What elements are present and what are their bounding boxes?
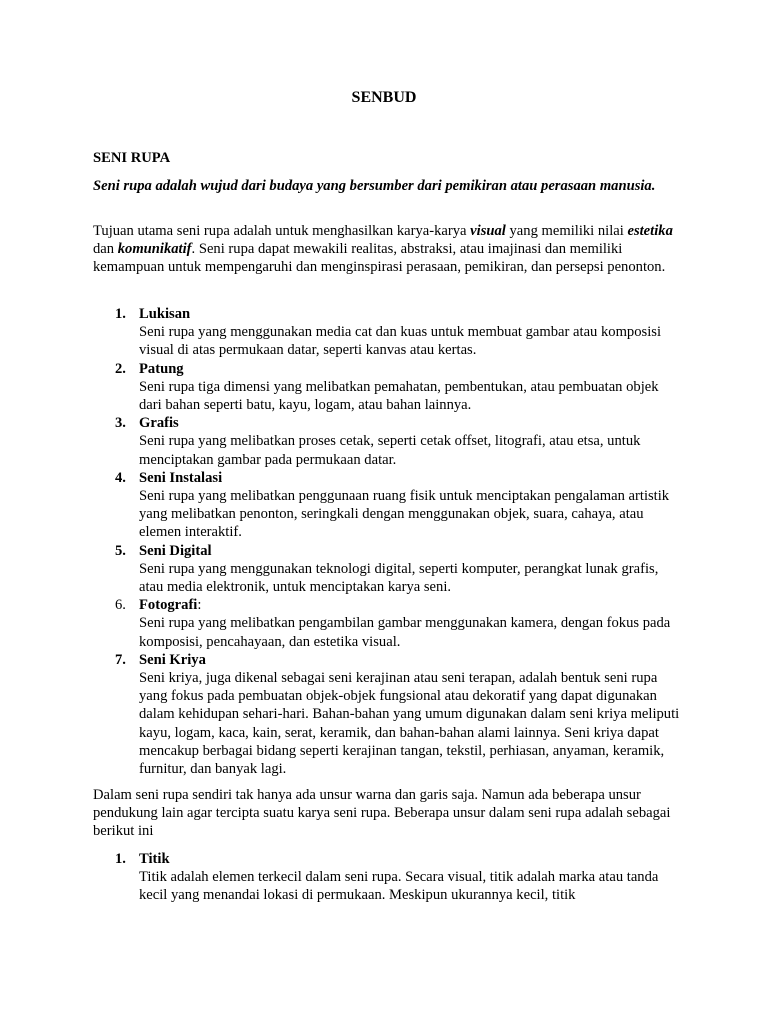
list-item-title: Titik xyxy=(139,851,170,867)
list-item-title: Lukisan xyxy=(139,306,191,322)
definition-paragraph: Seni rupa adalah wujud dari budaya yang bersumber dari pemikiran atau perasaan manusia. xyxy=(93,178,656,194)
list-item xyxy=(93,850,683,905)
intro-text-a: Tujuan utama seni rupa adalah untuk menghasilkan karya-karya xyxy=(93,223,471,239)
intro-text-c: dan xyxy=(93,241,118,258)
list-item-number: 1. xyxy=(115,851,126,867)
list-item-number: 4. xyxy=(115,469,126,486)
list-item xyxy=(93,414,683,469)
list-item-title: Patung xyxy=(139,360,184,377)
list-item xyxy=(93,360,683,415)
intro-paragraph xyxy=(93,222,683,277)
art-types-list xyxy=(93,305,683,778)
list-item-desc: Titik adalah elemen terkecil dalam seni rupa. Secara visual, titik adalah marka atau tanda kecil yang menandai lokasi di permukaan. Meskipun ukurannya kecil, titik xyxy=(139,869,659,904)
list-item xyxy=(93,305,683,360)
list-item xyxy=(93,469,683,542)
intro-text-d: . Seni rupa dapat mewakili realitas, abstraksi, atau imajinasi dan memiliki kemampuan untuk mempengaruhi dan menginspirasi perasaan, pemikiran, dan persepsi penonton. xyxy=(93,241,666,276)
list-item-number: 3. xyxy=(115,415,126,432)
list-item-number: 7. xyxy=(115,651,126,668)
list-item-desc: Seni rupa yang menggunakan teknologi digital, seperti komputer, perangkat lunak grafis, atau media elektronik, untuk menciptakan karya seni. xyxy=(139,560,659,596)
list-item-desc: Seni rupa yang menggunakan media cat dan kuas untuk membuat gambar atau komposisi visual di atas permukaan datar, seperti kanvas atau kertas. xyxy=(139,324,661,359)
list-item-desc: Seni rupa yang melibatkan pengambilan gambar menggunakan kamera, dengan fokus pada komposisi, pencahayaan, dan estetika visual. xyxy=(139,615,671,650)
art-elements-list xyxy=(93,850,683,905)
list-item-number: 5. xyxy=(115,542,126,559)
list-item-number: 2. xyxy=(115,360,126,377)
document-title: SENBUD xyxy=(351,89,417,106)
intro-komunikatif: komunikatif xyxy=(117,241,192,258)
list-item-title: Fotografi xyxy=(139,597,198,614)
elements-intro-paragraph: Dalam seni rupa sendiri tak hanya ada unsur warna dan garis saja. Namun ada beberapa unsur pendukung lain agar tercipta suatu karya seni rupa. Beberapa unsur dalam seni rupa adalah sebagai berikut ini xyxy=(93,787,671,840)
list-item-desc: Seni rupa yang melibatkan proses cetak, seperti cetak offset, litografi, atau etsa, untuk menciptakan gambar pada permukaan datar. xyxy=(139,433,641,468)
list-item xyxy=(93,542,683,597)
list-item-number: 1. xyxy=(115,306,126,322)
list-item-title: Grafis xyxy=(139,415,179,432)
list-item-title-suffix: : xyxy=(197,597,202,614)
intro-visual: visual xyxy=(470,223,506,239)
list-item-desc: Seni rupa yang melibatkan penggunaan ruang fisik untuk menciptakan pengalaman artistik yang melibatkan penonton, seringkali dengan menggunakan objek, suara, cahaya, atau elemen interaktif. xyxy=(139,488,670,541)
section-heading: SENI RUPA xyxy=(93,150,171,166)
list-item-title: Seni Digital xyxy=(139,542,212,559)
list-item xyxy=(93,651,683,778)
list-item-number: 6. xyxy=(115,597,126,614)
list-item-title: Seni Kriya xyxy=(139,651,206,668)
list-item-desc: Seni kriya, juga dikenal sebagai seni kerajinan atau seni terapan, adalah bentuk seni rupa yang fokus pada pembuatan objek-objek fungsional atau dekoratif yang dapat digunakan dalam kehidupan sehari-hari. Bahan-bahan yang umum digunakan dalam seni kriya meliputi kayu, logam, kaca, kain, serat, keramik, dan bahan-bahan alami lainnya. Seni kriya dapat mencakup berbagai bidang seperti kerajinan tangan, tekstil, perhiasan, anyaman, keramik, furnitur, dan banyak lagi. xyxy=(139,670,680,778)
intro-text-b: yang memiliki nilai xyxy=(505,223,628,239)
intro-estetika: estetika xyxy=(627,223,673,239)
list-item-title: Seni Instalasi xyxy=(139,469,223,486)
list-item-desc: Seni rupa tiga dimensi yang melibatkan pemahatan, pembentukan, atau pembuatan objek dari bahan seperti batu, kayu, logam, atau bahan lainnya. xyxy=(139,378,659,414)
list-item xyxy=(93,596,683,651)
